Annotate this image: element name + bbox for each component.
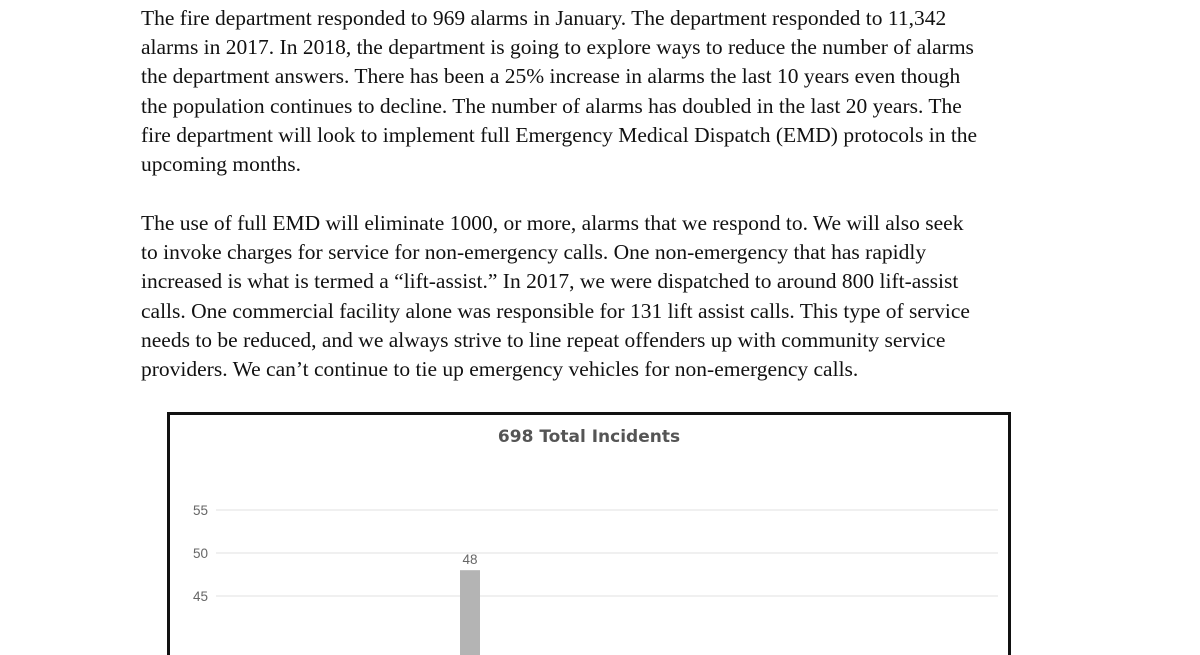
text-line: alarms in 2017. In 2018, the department is going to explore ways to reduce the number of alarms [141,35,974,60]
chart-title: 698 Total Incidents [497,427,681,447]
text-line: the department answers. There has been a 25% increase in alarms the last 10 years even though [141,64,961,89]
chart-plot-area [170,415,1008,655]
y-tick-label-45: 45 [192,589,208,604]
text-line: calls. One commercial facility alone was responsible for 131 lift assist calls. This type of service [141,298,970,323]
paragraph-alarm-summary [141,4,1081,179]
bar-data-label-48: 48 [462,552,478,568]
text-line: The fire department responded to 969 alarms in January. The department responded to 11,342 [141,6,947,30]
text-line: to invoke charges for service for non-emergency calls. One non-emergency that has rapidly [141,240,927,265]
text-line: upcoming months. [141,152,302,177]
incidents-chart [167,412,1011,655]
text-line: The use of full EMD will eliminate 1000, or more, alarms that we respond to. We will also seek [141,211,964,235]
text-line: the population continues to decline. The number of alarms has doubled in the last 20 years. The [141,93,962,118]
text-line: fire department will look to implement full Emergency Medical Dispatch (EMD) protocols in the [141,122,978,147]
text-line: providers. We can’t continue to tie up emergency vehicles for non-emergency calls. [141,357,859,382]
bar-48 [460,570,480,655]
text-line: increased is what is termed a “lift-assist.” In 2017, we were dispatched to around 800 lift-assist [141,269,959,294]
y-tick-label-50: 50 [192,546,208,561]
paragraph-emd-lift-assist [141,209,1081,384]
text-line: needs to be reduced, and we always strive to line repeat offenders up with community service [141,327,946,352]
y-tick-label-55: 55 [192,503,208,518]
